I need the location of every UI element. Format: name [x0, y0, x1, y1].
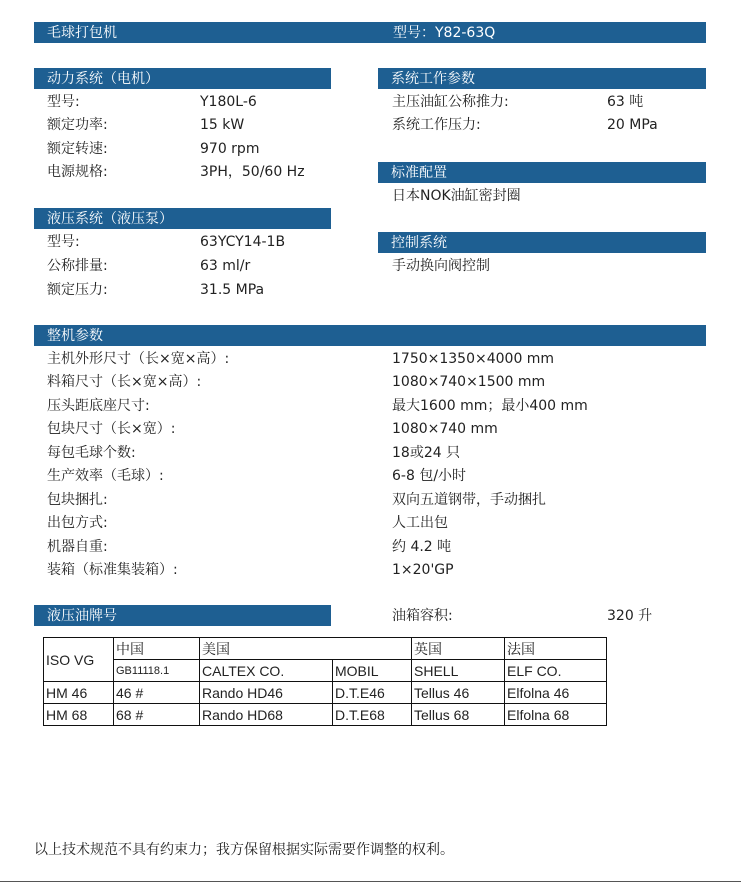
spec-label: 型号: [47, 234, 80, 250]
oil-grade-table [43, 637, 607, 726]
spec-label: 装箱（标准集装箱）: [47, 562, 178, 578]
table-cell: HM 46 [44, 682, 114, 704]
section-header-hydraulic-oil: 液压油牌号 [34, 605, 331, 626]
disclaimer-note: 以上技术规范不具有约束力；我方保留根据实际需要作调整的权利。 [34, 842, 454, 858]
spec-label: 机器自重: [47, 539, 108, 555]
tank-volume-value: 320 升 [607, 608, 653, 624]
table-cell-gb: GB11118.1 [114, 660, 200, 682]
spec-label: 压头距底座尺寸: [47, 398, 150, 414]
table-cell: HM 68 [44, 704, 114, 726]
section-header-motor: 动力系统（电机） [34, 68, 331, 89]
spec-value: 人工出包 [392, 515, 448, 531]
spec-value: 约 4.2 吨 [392, 539, 452, 555]
spec-value: 31.5 MPa [200, 282, 265, 298]
table-cell: Tellus 46 [412, 682, 505, 704]
table-row [44, 638, 607, 660]
table-cell: Elfolna 68 [505, 704, 607, 726]
table-cell: D.T.E68 [333, 704, 412, 726]
standard-config-text: 日本NOK油缸密封圈 [392, 188, 521, 204]
table-cell-caltex: CALTEX CO. [200, 660, 333, 682]
spec-value: 970 rpm [200, 141, 260, 157]
section-header-standard-config: 标准配置 [378, 162, 706, 183]
spec-value: 6-8 包/小时 [392, 468, 467, 484]
page-title: 毛球打包机 [47, 25, 117, 41]
table-cell-france: 法国 [505, 638, 607, 660]
table-cell-usa: 美国 [200, 638, 412, 660]
spec-label: 生产效率（毛球）: [47, 468, 164, 484]
section-header-system-params: 系统工作参数 [378, 68, 706, 89]
header-bar [34, 22, 706, 43]
spec-label: 额定压力: [47, 282, 108, 298]
table-cell: Elfolna 46 [505, 682, 607, 704]
spec-value: 20 MPa [607, 117, 658, 133]
spec-value: 63 ml/r [200, 258, 251, 274]
tank-volume-label: 油箱容积: [392, 608, 453, 624]
table-cell: 46 # [114, 682, 200, 704]
table-cell-iso-vg: ISO VG [44, 638, 114, 682]
table-cell-shell: SHELL [412, 660, 505, 682]
spec-value: 63YCY14-1B [200, 234, 286, 250]
spec-label: 主压油缸公称推力: [392, 94, 509, 110]
spec-value: 1080×740 mm [392, 421, 498, 437]
table-cell: 68 # [114, 704, 200, 726]
model-number: 型号：Y82-63Q [393, 25, 496, 41]
table-cell-uk: 英国 [412, 638, 505, 660]
spec-value: 15 kW [200, 117, 245, 133]
spec-label: 电源规格: [47, 164, 108, 180]
footer-divider [0, 881, 741, 882]
table-cell-mobil: MOBIL [333, 660, 412, 682]
spec-value: 3PH，50/60 Hz [200, 164, 305, 180]
spec-label: 系统工作压力: [392, 117, 481, 133]
spec-label: 公称排量: [47, 258, 108, 274]
spec-value: 1080×740×1500 mm [392, 374, 546, 390]
spec-label: 每包毛球个数: [47, 445, 136, 461]
spec-value: Y180L-6 [200, 94, 257, 110]
table-cell: Rando HD46 [200, 682, 333, 704]
section-header-control-system: 控制系统 [378, 232, 706, 253]
section-header-machine-params: 整机参数 [34, 325, 706, 346]
table-cell: D.T.E46 [333, 682, 412, 704]
spec-label: 型号: [47, 94, 80, 110]
spec-value: 18或24 只 [392, 445, 461, 461]
spec-value: 双向五道钢带，手动捆扎 [392, 492, 546, 508]
spec-label: 额定转速: [47, 141, 108, 157]
section-header-hydraulic: 液压系统（液压泵） [34, 208, 331, 229]
spec-label: 料箱尺寸（长×宽×高）: [47, 374, 202, 390]
table-cell: Tellus 68 [412, 704, 505, 726]
spec-value: 1750×1350×4000 mm [392, 351, 555, 367]
table-row [44, 660, 607, 682]
spec-label: 额定功率: [47, 117, 108, 133]
spec-label: 包块捆扎: [47, 492, 108, 508]
table-cell-elf: ELF CO. [505, 660, 607, 682]
table-cell: Rando HD68 [200, 704, 333, 726]
spec-value: 最大1600 mm；最小400 mm [392, 398, 588, 414]
table-row [44, 704, 607, 726]
spec-value: 1×20'GP [392, 562, 454, 578]
spec-value: 63 吨 [607, 94, 644, 110]
spec-label: 主机外形尺寸（长×宽×高）: [47, 351, 230, 367]
control-system-text: 手动换向阀控制 [392, 258, 490, 274]
table-cell-china: 中国 [114, 638, 200, 660]
spec-label: 出包方式: [47, 515, 108, 531]
table-row [44, 682, 607, 704]
spec-label: 包块尺寸（长×宽）: [47, 421, 176, 437]
